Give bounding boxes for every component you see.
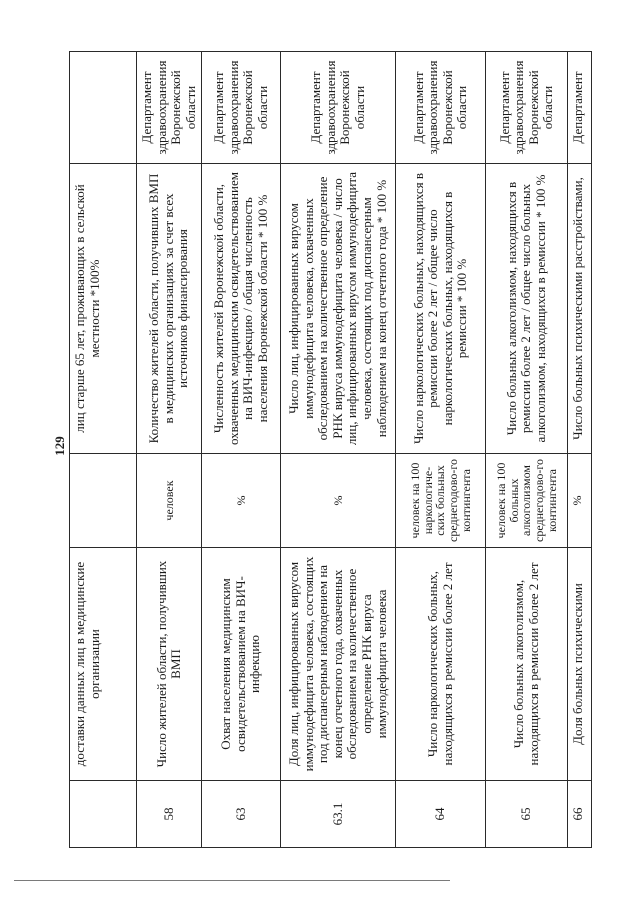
indicators-table — [69, 51, 592, 848]
unit: % — [281, 454, 396, 548]
row-number: 66 — [568, 781, 592, 848]
unit: % — [568, 454, 592, 548]
formula: Число больных алкоголизмом, находящихся в ремиссии более 2 лет / общее число больных алкоголизмом, находящихся в ремиссии * 100 % — [486, 164, 568, 454]
unit: % — [202, 454, 281, 548]
row-number: 64 — [396, 781, 486, 848]
table-row — [202, 52, 281, 848]
row-number — [70, 781, 137, 848]
table-row — [396, 52, 486, 848]
formula: лиц старше 65 лет, проживающих в сельской местности *100% — [70, 164, 137, 454]
responsible: Департамент здравоохранения Воронежской области — [486, 52, 568, 164]
indicator-name: Число жителей области, получивших ВМП — [137, 548, 202, 781]
responsible: Департамент здравоохранения Воронежской области — [137, 52, 202, 164]
indicator-name: Охват населения медицинским освидетельствованием на ВИЧ-инфекцию — [202, 548, 281, 781]
responsible: Департамент здравоохранения Воронежской области — [396, 52, 486, 164]
page-number: 129 — [52, 436, 67, 456]
row-number: 63 — [202, 781, 281, 848]
row-number: 65 — [486, 781, 568, 848]
indicator-name: Доля больных психическими — [568, 548, 592, 781]
responsible: Департамент — [568, 52, 592, 164]
responsible — [70, 52, 137, 164]
unit: человек на 100 больных алкоголизмом среднегодово-го контингента — [486, 454, 568, 548]
unit: человек на 100 наркологиче-ских больных среднегодово-го контингента — [396, 454, 486, 548]
table-row — [137, 52, 202, 848]
formula: Численность жителей Воронежской области, охваченных медицинским освидетельствованием на ВИЧ-инфекцию / общая численность населения Воронежской области * 100 % — [202, 164, 281, 454]
row-number: 63.1 — [281, 781, 396, 848]
indicator-name: доставки данных лиц в медицинские организации — [70, 548, 137, 781]
formula: Число больных психическими расстройствами, — [568, 164, 592, 454]
unit — [70, 454, 137, 548]
formula: Количество жителей области, получивших ВМП в медицинских организациях за счет всех источников финансирования — [137, 164, 202, 454]
indicator-name: Доля лиц, инфицированных вирусом иммунодефицита человека, состоящих под диспансерным наблюдением на конец отчетного года, охваченных обследованием на количественное определение РНК вируса иммунодефицита человека — [281, 548, 396, 781]
unit: человек — [137, 454, 202, 548]
formula: Число лиц, инфицированных вирусом иммунодефицита человека, охваченных обследованием на количественное определение РНК вируса иммунодефицита человека / число лиц, инфицированных вирусом иммунодефицита человека, состоящих под диспансерным наблюдением на конец отчетного года * 100 % — [281, 164, 396, 454]
formula: Число наркологических больных, находящихся в ремиссии более 2 лет / общее число наркологических больных, находящихся в ремиссии * 100 % — [396, 164, 486, 454]
indicator-name: Число наркологических больных, находящихся в ремиссии более 2 лет — [396, 548, 486, 781]
table-row — [486, 52, 568, 848]
table-row — [281, 52, 396, 848]
table-row — [70, 52, 137, 848]
indicator-name: Число больных алкоголизмом, находящихся в ремиссии более 2 лет — [486, 548, 568, 781]
responsible: Департамент здравоохранения Воронежской области — [202, 52, 281, 164]
table-row — [568, 52, 592, 848]
scan-edge-line — [14, 880, 450, 881]
indicators-table-rotated — [69, 52, 591, 848]
responsible: Департамент здравоохранения Воронежской области — [281, 52, 396, 164]
row-number: 58 — [137, 781, 202, 848]
